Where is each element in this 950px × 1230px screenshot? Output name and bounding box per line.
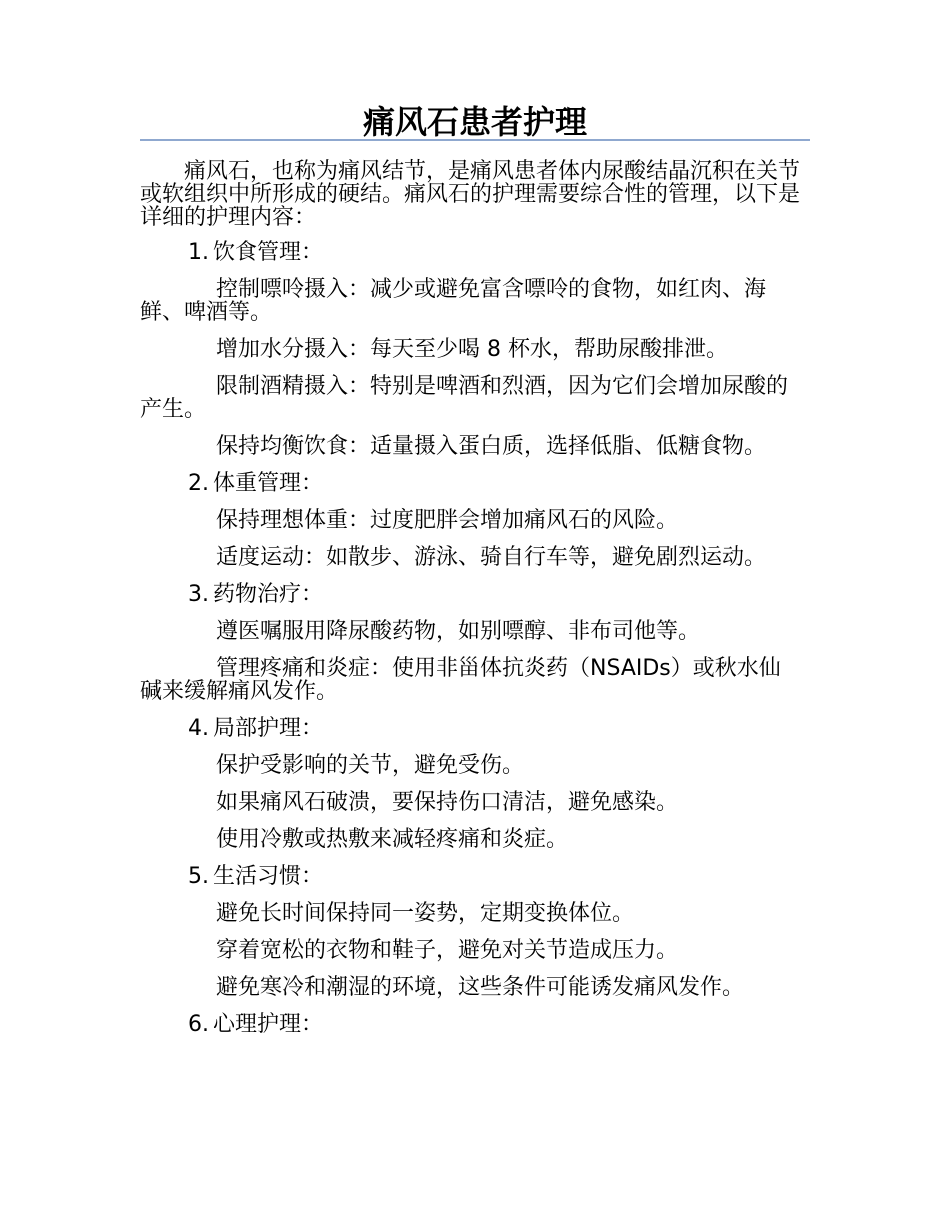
section-item: 遵医嘱服用降尿酸药物，如别嘌醇、非布司他等。 [216,619,701,644]
section-heading [140,241,810,264]
section-item: 增加水分摄入：每天至少喝 8 杯水，帮助尿酸排泄。 [216,337,728,362]
section-heading-text: 饮食管理： [213,240,324,265]
intro-paragraph: 痛风石，也称为痛风结节，是痛风患者体内尿酸结晶沉积在关节或软组织中所形成的硬结。痛风石的护理需要综合性的管理，以下是详细的护理内容： [140,159,801,230]
section-heading [140,472,810,495]
section-heading-text: 局部护理： [213,716,324,741]
section-heading-text: 生活习惯： [213,864,324,889]
title-underline [140,139,810,141]
section-item: 适度运动：如散步、游泳、骑自行车等，避免剧烈运动。 [216,545,767,570]
section-2 [140,472,810,569]
section-item: 控制嘌呤摄入：减少或避免富含嘌呤的食物，如红肉、海鲜、啤酒等。 [140,277,767,325]
section-1 [140,241,810,458]
section-4 [140,717,810,851]
section-number: 2. [188,471,209,496]
section-item: 保持均衡饮食：适量摄入蛋白质，选择低脂、低糖食物。 [216,434,767,459]
section-heading [140,1013,810,1036]
section-heading-text: 体重管理： [213,471,324,496]
section-number: 5. [188,864,209,889]
document-body [140,160,810,1050]
section-number: 4. [188,716,209,741]
page-title: 痛风石患者护理 [362,103,587,141]
section-heading-text: 药物治疗： [213,582,324,607]
section-heading-text: 心理护理： [213,1012,324,1037]
section-item: 避免寒冷和潮湿的环境，这些条件可能诱发痛风发作。 [216,975,745,1000]
section-3 [140,583,810,703]
section-list [140,241,810,1036]
section-number: 1. [188,240,209,265]
section-5 [140,865,810,999]
section-item: 避免长时间保持同一姿势，定期变换体位。 [216,901,635,926]
section-number: 3. [188,582,209,607]
section-item: 限制酒精摄入：特别是啤酒和烈酒，因为它们会增加尿酸的产生。 [140,374,789,422]
section-item: 如果痛风石破溃，要保持伤口清洁，避免感染。 [216,790,679,815]
section-heading [140,865,810,888]
section-item: 保持理想体重：过度肥胖会增加痛风石的风险。 [216,508,679,533]
section-heading [140,717,810,740]
section-item: 保护受影响的关节，避免受伤。 [216,753,525,778]
section-item: 使用冷敷或热敷来减轻疼痛和炎症。 [216,827,569,852]
section-6 [140,1013,810,1036]
section-item: 管理疼痛和炎症：使用非甾体抗炎药（NSAIDs）或秋水仙碱来缓解痛风发作。 [140,656,781,704]
section-number: 6. [188,1012,209,1037]
section-heading [140,583,810,606]
section-item: 穿着宽松的衣物和鞋子，避免对关节造成压力。 [216,938,679,963]
